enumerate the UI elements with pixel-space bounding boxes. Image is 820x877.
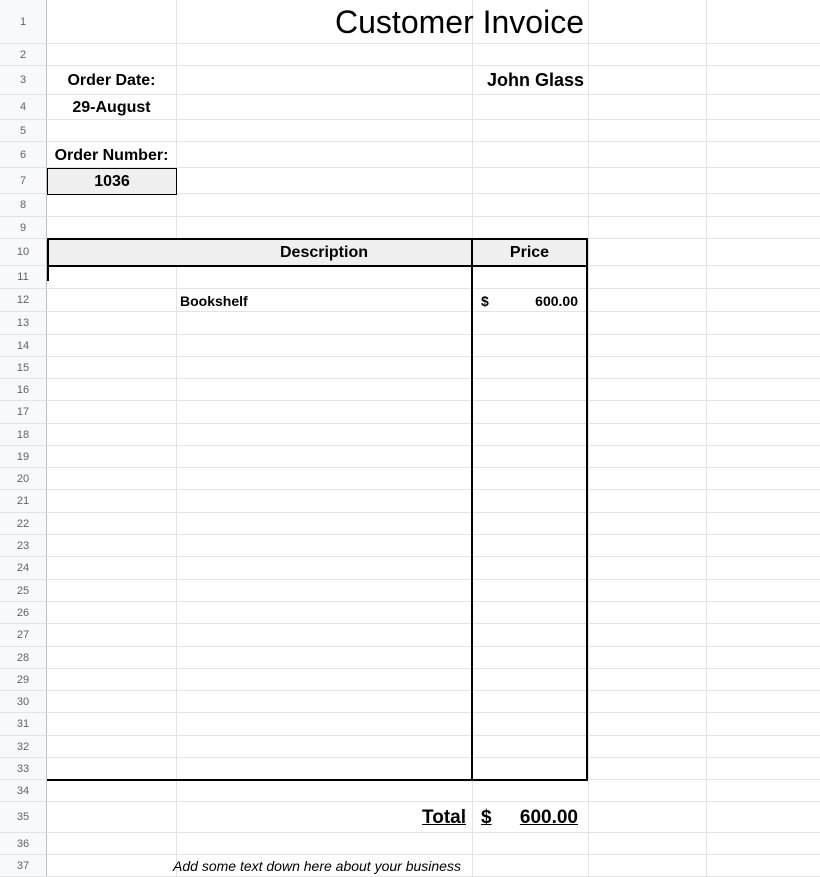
row-header-border [46, 0, 47, 877]
row-gridline [0, 601, 820, 602]
row-number[interactable]: 11 [0, 266, 46, 288]
order-date-label[interactable]: Order Date: [67, 71, 156, 89]
row-number[interactable]: 5 [0, 120, 46, 141]
row-number[interactable]: 9 [0, 217, 46, 238]
footer-note[interactable]: Add some text down here about your business [173, 857, 461, 874]
row-number[interactable]: 29 [0, 669, 46, 690]
column-gridline [706, 0, 707, 877]
row-gridline [0, 534, 820, 535]
row-gridline [0, 556, 820, 557]
row-number[interactable]: 23 [0, 535, 46, 556]
row-gridline [0, 423, 820, 424]
order-number-cell[interactable]: 1036 [47, 168, 177, 195]
row-gridline [0, 334, 820, 335]
row-number[interactable]: 34 [0, 780, 46, 801]
row-number[interactable]: 31 [0, 713, 46, 735]
row-gridline [0, 489, 820, 490]
row-number[interactable]: 6 [0, 142, 46, 167]
table-border-left [47, 238, 49, 281]
row-gridline [0, 467, 820, 468]
row-gridline [0, 712, 820, 713]
column-gridline [588, 0, 589, 877]
row-gridline [0, 801, 820, 802]
total-value[interactable]: 600.00 [519, 807, 578, 828]
order-number-label[interactable]: Order Number: [54, 146, 169, 164]
row-number[interactable]: 37 [0, 855, 46, 876]
row-gridline [0, 216, 820, 217]
invoice-title[interactable]: Customer Invoice [335, 3, 584, 40]
row-gridline [0, 757, 820, 758]
row-gridline [0, 646, 820, 647]
row-number[interactable]: 15 [0, 357, 46, 378]
column-gridline [176, 0, 177, 877]
row-number[interactable]: 8 [0, 194, 46, 216]
row-number[interactable]: 32 [0, 736, 46, 757]
row-gridline [0, 668, 820, 669]
table-header-border-bottom [47, 265, 588, 267]
description-header[interactable]: Description [279, 243, 368, 261]
row-gridline [0, 579, 820, 580]
row-number[interactable]: 19 [0, 446, 46, 467]
row-gridline [0, 378, 820, 379]
total-currency[interactable]: $ [481, 807, 492, 828]
row-gridline [0, 445, 820, 446]
table-column-divider [471, 238, 473, 781]
row-number[interactable]: 26 [0, 602, 46, 623]
row-number[interactable]: 21 [0, 490, 46, 512]
row-number[interactable]: 10 [0, 239, 46, 265]
row-number[interactable]: 35 [0, 802, 46, 832]
row-gridline [0, 623, 820, 624]
row-number[interactable]: 2 [0, 44, 46, 65]
price-header[interactable]: Price [509, 243, 550, 261]
row-number[interactable]: 27 [0, 624, 46, 646]
row-gridline [0, 356, 820, 357]
row-number[interactable]: 28 [0, 647, 46, 668]
row-gridline [0, 832, 820, 833]
row-number[interactable]: 20 [0, 468, 46, 489]
row-number[interactable]: 12 [0, 289, 46, 311]
row-number[interactable]: 1 [0, 0, 46, 43]
line-item-description[interactable]: Bookshelf [180, 292, 248, 309]
order-date-value[interactable]: 29-August [72, 98, 151, 116]
row-number[interactable]: 24 [0, 557, 46, 579]
row-gridline [0, 690, 820, 691]
row-number[interactable]: 16 [0, 379, 46, 400]
row-number[interactable]: 17 [0, 401, 46, 423]
row-number[interactable]: 22 [0, 513, 46, 534]
row-number[interactable]: 18 [0, 424, 46, 445]
row-number[interactable]: 33 [0, 758, 46, 779]
row-gridline [0, 512, 820, 513]
customer-name[interactable]: John Glass [486, 70, 584, 90]
row-gridline [0, 400, 820, 401]
row-number[interactable]: 3 [0, 66, 46, 94]
row-gridline [0, 735, 820, 736]
row-number[interactable]: 14 [0, 335, 46, 356]
row-number[interactable]: 4 [0, 95, 46, 119]
table-border-right [586, 238, 588, 781]
line-item-currency[interactable]: $ [481, 292, 489, 309]
row-number[interactable]: 13 [0, 312, 46, 334]
row-number[interactable]: 25 [0, 580, 46, 601]
row-number[interactable]: 7 [0, 168, 46, 193]
table-border-top [47, 238, 588, 240]
table-border-bottom [47, 779, 588, 781]
total-label[interactable]: Total [422, 807, 466, 828]
line-item-price[interactable]: 600.00 [535, 292, 578, 309]
row-number[interactable]: 36 [0, 833, 46, 854]
row-number[interactable]: 30 [0, 691, 46, 712]
